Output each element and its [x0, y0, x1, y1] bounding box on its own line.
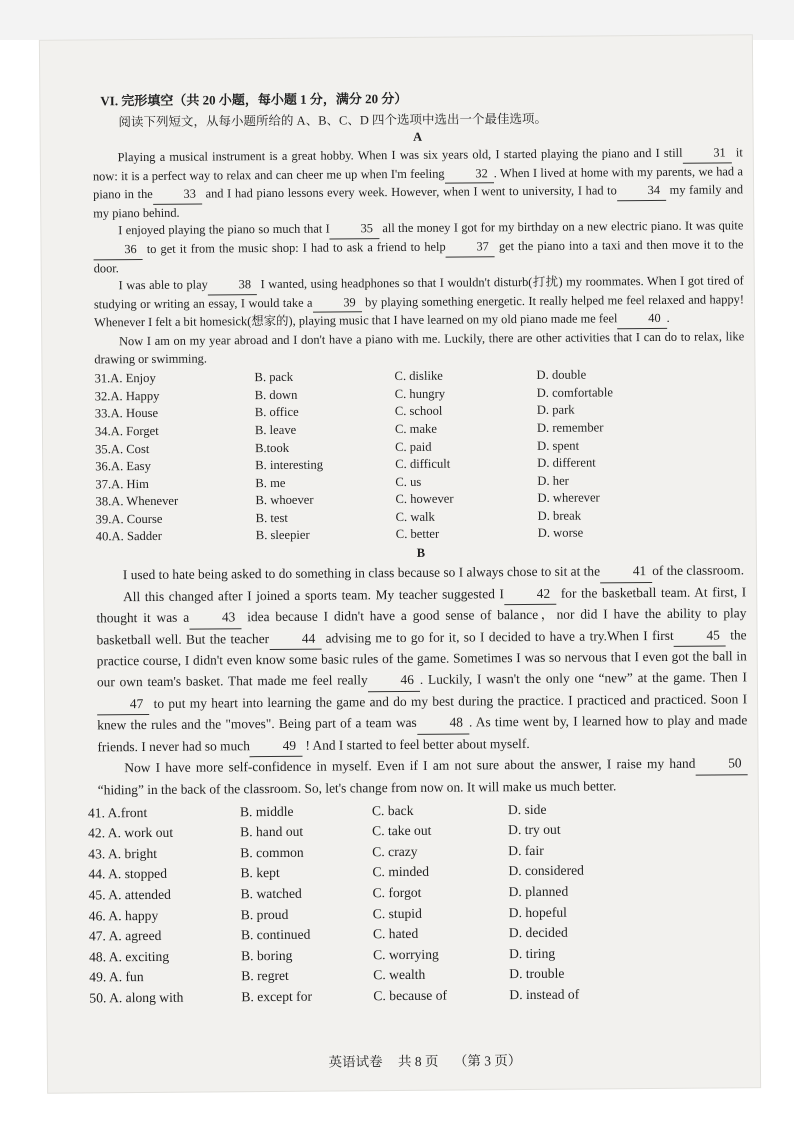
- option-choice: D. considered: [508, 862, 584, 879]
- option-choice: 34.A. Forget: [94, 423, 159, 439]
- option-choice: B. me: [255, 475, 286, 490]
- option-choice: 38.A. Whenever: [95, 494, 179, 509]
- option-choice: 46. A. happy: [88, 907, 159, 924]
- passage-a-options: [94, 365, 745, 546]
- footer-total-pages: 共 8 页: [397, 1053, 439, 1070]
- answer-blank: 40: [617, 310, 666, 329]
- option-choice: B. whoever: [255, 492, 314, 508]
- section-instruction: 阅读下列短文，从每小题所给的 A、B、C、D 四个选项中选出一个最佳选项。: [118, 111, 548, 130]
- section-title: VI. 完形填空（共 20 小题，每小题 1 分，满分 20 分）: [100, 90, 408, 109]
- option-choice: D. decided: [508, 924, 568, 941]
- option-choice: D. fair: [508, 842, 544, 858]
- option-choice: C. stupid: [372, 905, 422, 921]
- paragraph-text: idea because I didn't have a good sense of balance，nor did I have the ability to play basketball well. But the teacher: [96, 605, 747, 648]
- paragraph-text: All this changed after I joined a sports team. My teacher suggested I: [122, 585, 505, 604]
- paragraph-text: I was able to play: [118, 277, 208, 293]
- option-choice: B. proud: [240, 906, 289, 922]
- answer-blank: 33: [153, 186, 202, 205]
- paragraph-text: Now I am on my year abroad and I don't have a piano with me. Luckily, there are other activities that I can do to relax, like drawing or swimming.: [94, 329, 745, 366]
- option-choice: D. side: [507, 801, 547, 817]
- paragraph-text: my family and my piano behind.: [93, 182, 744, 221]
- paragraph-text: . As time went by, I learned how to play and made friends. I never had so much: [97, 712, 748, 755]
- passage-b-body: [96, 560, 748, 801]
- paragraph-text: . Luckily, I wasn't the only one “new” at the game. Then I: [419, 669, 747, 687]
- passage-b-options: [88, 798, 750, 1009]
- option-choice: D. comfortable: [536, 385, 613, 400]
- option-choice: D. trouble: [509, 966, 565, 982]
- option-choice: B. hand out: [240, 823, 304, 840]
- option-choice: C. school: [394, 403, 443, 419]
- option-choice: 41. A.front: [87, 804, 148, 821]
- answer-blank: 50: [695, 754, 747, 776]
- option-choice: 42. A. work out: [88, 824, 174, 841]
- option-choice: D. hopeful: [508, 904, 567, 920]
- answer-blank: 44: [269, 628, 321, 650]
- paragraph-text: “hiding” in the back of the classroom. So, let's change from now on. It will make us much better.: [97, 778, 617, 798]
- paragraph-text: get the piano into a taxi and then move it to the door.: [93, 237, 744, 275]
- option-choice: D. remember: [536, 420, 604, 435]
- option-choice: C. paid: [395, 439, 432, 454]
- paragraph: [96, 582, 747, 759]
- option-choice: 39.A. Course: [95, 511, 163, 527]
- answer-blank: 45: [674, 625, 726, 647]
- option-choice: B. leave: [254, 422, 297, 438]
- option-choice: C. dislike: [394, 368, 443, 384]
- answer-blank: 37: [446, 238, 495, 257]
- answer-blank: 46: [368, 670, 420, 692]
- paragraph: [93, 144, 744, 222]
- option-choice: D. double: [536, 367, 587, 383]
- option-choice: 31.A. Enjoy: [94, 371, 156, 386]
- paragraph-text: all the money I got for my birthday on a new electric piano. It was quite: [378, 218, 744, 236]
- option-choice: 47. A. agreed: [88, 928, 162, 944]
- page-footer: [100, 1047, 750, 1072]
- option-choice: 50. A. along with: [89, 989, 184, 1006]
- option-choice: C. hated: [372, 926, 419, 942]
- option-choice: C. crazy: [372, 843, 418, 860]
- paragraph-text: . When I lived at home with my parents, we had a piano in the: [93, 163, 743, 202]
- sheet-content: [87, 85, 749, 1070]
- paragraph-text: it now: it is a perfect way to relax and can cheer me up when I'm feeling: [92, 145, 743, 183]
- option-choice: 37.A. Him: [95, 476, 149, 492]
- option-choice: C. difficult: [395, 456, 451, 472]
- option-choice: 35.A. Cost: [95, 441, 150, 456]
- option-choice: D. spent: [537, 438, 580, 453]
- paragraph-text: to get it from the music shop: I had to ask a friend to help: [142, 239, 446, 256]
- option-choice: D. instead of: [509, 986, 580, 1003]
- option-choice: C. better: [395, 527, 440, 542]
- paragraph-text: I enjoyed playing the piano so much that I: [118, 221, 330, 238]
- answer-blank: 35: [330, 221, 379, 240]
- option-choice: C. worrying: [373, 946, 439, 962]
- answer-blank: 42: [504, 583, 556, 605]
- paragraph-text: and I had piano lessons every week. However, when I went to university, I had to: [201, 183, 617, 201]
- option-choice: C. hungry: [394, 386, 446, 401]
- option-choice: C. forgot: [372, 884, 422, 901]
- option-choice: C. wealth: [373, 967, 426, 983]
- option-choice: B. kept: [240, 865, 280, 881]
- answer-blank: 47: [97, 694, 149, 716]
- option-choice: B. except for: [241, 988, 313, 1005]
- option-choice: B.took: [255, 440, 290, 455]
- answer-blank: 36: [93, 241, 142, 260]
- option-choice: B. pack: [254, 369, 294, 385]
- option-choice: B. boring: [241, 947, 293, 964]
- option-choice: B. common: [240, 844, 304, 861]
- answer-blank: 31: [682, 144, 731, 163]
- answer-blank: 39: [312, 294, 361, 313]
- option-choice: B. sleepier: [255, 528, 310, 543]
- passage-a-label: A: [413, 129, 423, 144]
- option-choice: D. break: [537, 508, 582, 523]
- passage-b-label: B: [416, 545, 426, 560]
- paragraph-text: the practice course, I didn't even know some basic rules of the game. Sometimes I was so nervous that I even got the ball in our own team's basket. That made me feel really: [96, 627, 747, 690]
- paragraph-text: of the classroom.: [652, 562, 745, 579]
- exam-sheet: [40, 35, 760, 1093]
- option-choice: 49. A. fun: [89, 969, 144, 985]
- option-choice: 32.A. Happy: [94, 388, 160, 404]
- option-choice: D. her: [537, 473, 569, 488]
- option-choice: C. minded: [372, 864, 430, 880]
- option-choice: C. make: [394, 421, 437, 436]
- option-choice: C. us: [395, 474, 422, 489]
- answer-blank: 32: [445, 165, 494, 184]
- paragraph: [94, 272, 744, 333]
- option-choice: 43. A. bright: [88, 845, 158, 862]
- paragraph-text: advising me to go for it, so I decided to have a try.When I first: [321, 627, 674, 646]
- answer-blank: 48: [417, 713, 469, 735]
- answer-blank: 43: [189, 607, 241, 629]
- option-choice: 48. A. exciting: [89, 948, 170, 965]
- paragraph: [93, 218, 743, 278]
- option-choice: B. office: [254, 405, 299, 420]
- option-choice: B. watched: [240, 885, 302, 902]
- option-choice: 36.A. Easy: [95, 459, 151, 474]
- option-choice: D. different: [537, 455, 596, 471]
- option-choice: B. middle: [239, 803, 294, 819]
- passage-a-body: [93, 144, 745, 368]
- answer-blank: 41: [600, 561, 652, 583]
- option-choice: D. worse: [537, 526, 584, 541]
- option-choice: B. test: [255, 510, 288, 526]
- paragraph-text: .: [666, 311, 670, 326]
- option-choice: B. continued: [240, 926, 311, 943]
- option-choice: C. back: [371, 802, 414, 818]
- option-choice: 45. A. attended: [88, 886, 171, 903]
- option-choice: D. tiring: [509, 945, 556, 961]
- footer-page-number: （第 3 页）: [453, 1053, 522, 1069]
- option-choice: D. wherever: [537, 490, 600, 506]
- paragraph: [98, 754, 748, 801]
- answer-blank: 38: [208, 276, 257, 295]
- option-choice: D. park: [536, 402, 575, 418]
- footer-subject: 英语试卷: [328, 1054, 383, 1070]
- paragraph: [94, 328, 744, 368]
- answer-blank: 34: [617, 182, 666, 201]
- paragraph-text: for the basketball team. At first, I thought it was a: [96, 583, 747, 626]
- option-choice: 44. A. stopped: [88, 866, 168, 882]
- paragraph-text: I wanted, using headphones so that I wouldn't disturb(打扰) my roommates. When I got tired of studying or writing an essay, I would take a: [93, 273, 744, 312]
- option-choice: C. because of: [373, 987, 448, 1004]
- option-choice: C. however: [395, 491, 454, 507]
- option-choice: B. regret: [241, 968, 289, 984]
- paragraph-text: Playing a musical instrument is a great hobby. When I was six years old, I started playing the piano and I still: [117, 145, 683, 165]
- option-choice: D. planned: [508, 883, 569, 900]
- option-choice: D. try out: [508, 821, 561, 838]
- paragraph-text: Now I have more self-confidence in myself. Even if I am not sure about the answer, I raise my hand: [124, 756, 696, 776]
- paragraph-text: to put my heart into learning the game and do my best during the practice. I practiced and practiced. Soon I knew the rules and the "moves". Being part of a team was: [97, 690, 748, 733]
- option-choice: B. down: [254, 387, 298, 402]
- paragraph-text: by playing something energetic. It really helped me feel relaxed and happy! Whenever I felt a bit homesick(想家的), playing music that I have learned on my old piano made me feel: [94, 292, 744, 330]
- option-choice: B. interesting: [255, 457, 324, 473]
- option-choice: C. take out: [372, 822, 432, 839]
- option-choice: 33.A. House: [94, 406, 159, 421]
- answer-blank: 49: [250, 736, 302, 758]
- background-surface: [0, 0, 794, 40]
- paragraph-text: ! And I started to feel better about myself.: [302, 735, 530, 753]
- option-choice: C. walk: [395, 509, 435, 524]
- option-choice: 40.A. Sadder: [95, 529, 162, 544]
- paragraph-text: I used to hate being asked to do something in class because so I always chose to sit at the: [122, 563, 601, 583]
